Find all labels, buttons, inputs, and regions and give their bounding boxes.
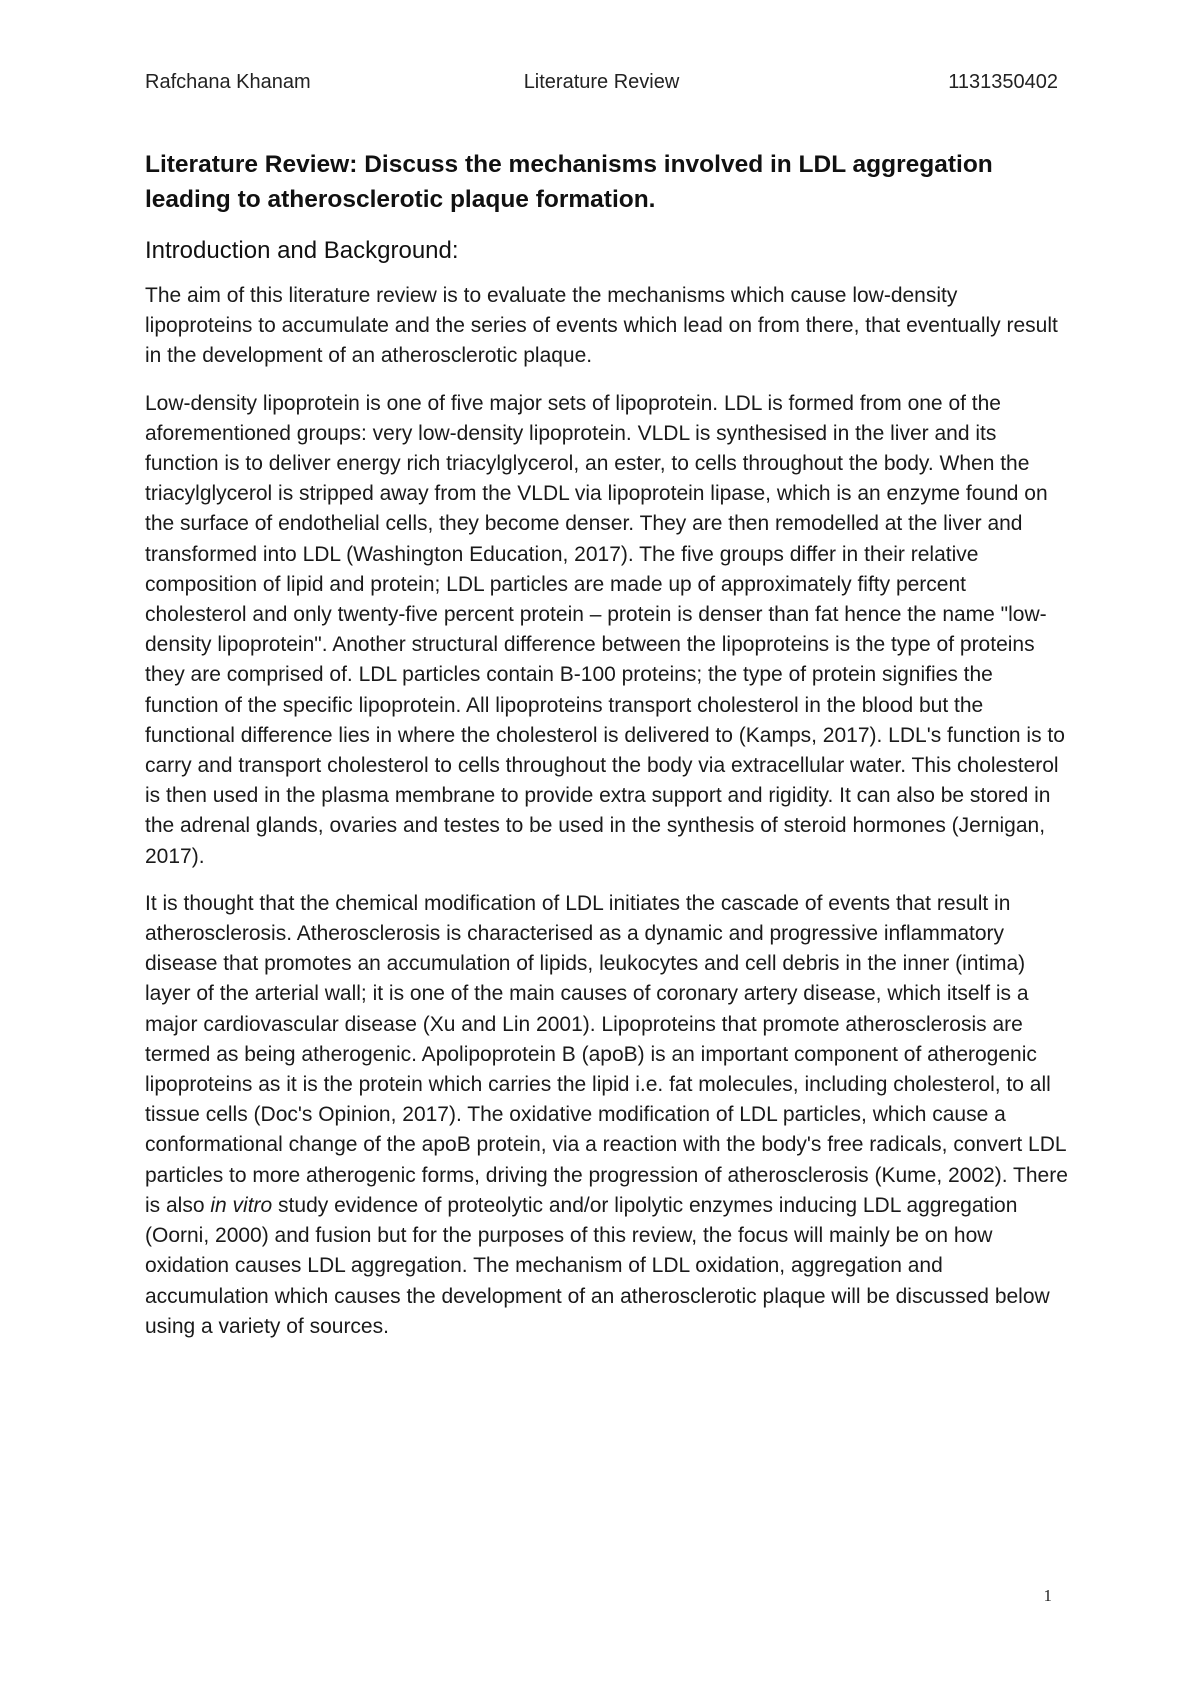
paragraph-atherosclerosis-text-start: It is thought that the chemical modification of LDL initiates the cascade of events that result in atherosclerosis. Atherosclerosis is characterised as a dynamic and progressive inflammatory disease that promotes an accumulation of lipids, leukocytes and cell debris in the inner (intima) layer of the arterial wall; it is one of the main causes of coronary artery disease, which itself is a major cardiovascular disease (Xu and Lin 2001). Lipoproteins that promote atherosclerosis are termed as being atherogenic. Apolipoprotein B (apoB) is an important component of atherogenic lipoproteins as it is the protein which carries the lipid i.e. fat molecules, including cholesterol, to all tissue cells (Doc's Opinion, 2017). The oxidative modification of LDL particles, which cause a conformational change of the apoB protein, via a reaction with the body's free radicals, convert LDL particles to more atherogenic forms, driving the progression of atherosclerosis (Kume, 2002). There is also xyxy=(145,891,1068,1217)
document-body xyxy=(145,147,1070,1342)
header-student-id: 1131350402 xyxy=(948,71,1058,93)
header-author: Rafchana Khanam xyxy=(145,71,311,93)
page-number: 1 xyxy=(1043,1586,1052,1605)
document-title: Literature Review: Discuss the mechanisms involved in LDL aggregation leading to atherosclerotic plaque formation. xyxy=(145,151,993,213)
section-heading-introduction: Introduction and Background: xyxy=(145,237,459,264)
paragraph-atherosclerosis xyxy=(145,889,1070,1342)
header-doc-type: Literature Review xyxy=(523,71,680,93)
paragraph-atherosclerosis-text-end: study evidence of proteolytic and/or lipolytic enzymes inducing LDL aggregation (Oorni, 2000) and fusion but for the purposes of this review, the focus will mainly be on how oxidation causes LDL aggregation. The mechanism of LDL oxidation, aggregation and accumulation which causes the development of an atherosclerotic plaque will be discussed below using a variety of sources. xyxy=(145,1193,1050,1338)
paragraph-aim: The aim of this literature review is to evaluate the mechanisms which cause low-density lipoproteins to accumulate and the series of events which lead on from there, that eventually result in the development of an atherosclerotic plaque. xyxy=(145,284,1058,368)
running-header xyxy=(145,71,1058,101)
italic-in-vitro: in vitro xyxy=(210,1193,273,1217)
paragraph-ldl-background: Low-density lipoprotein is one of five major sets of lipoprotein. LDL is formed from one of the aforementioned groups: very low-density lipoprotein. VLDL is synthesised in the liver and its function is to deliver energy rich triacylglycerol, an ester, to cells throughout the body. When the triacylglycerol is stripped away from the VLDL via lipoprotein lipase, which is an enzyme found on the surface of endothelial cells, they become denser. They are then remodelled at the liver and transformed into LDL (Washington Education, 2017). The five groups differ in their relative composition of lipid and protein; LDL particles are made up of approximately fifty percent cholesterol and only twenty-five percent protein – protein is denser than fat hence the name "low-density lipoprotein". Another structural difference between the lipoproteins is the type of proteins they are comprised of. LDL particles contain B-100 proteins; the type of protein signifies the function of the specific lipoprotein. All lipoproteins transport cholesterol in the blood but the functional difference lies in where the cholesterol is delivered to (Kamps, 2017). LDL's function is to carry and transport cholesterol to cells throughout the body via extracellular water. This cholesterol is then used in the plasma membrane to provide extra support and rigidity. It can also be stored in the adrenal glands, ovaries and testes to be used in the synthesis of steroid hormones (Jernigan, 2017). xyxy=(145,391,1065,868)
